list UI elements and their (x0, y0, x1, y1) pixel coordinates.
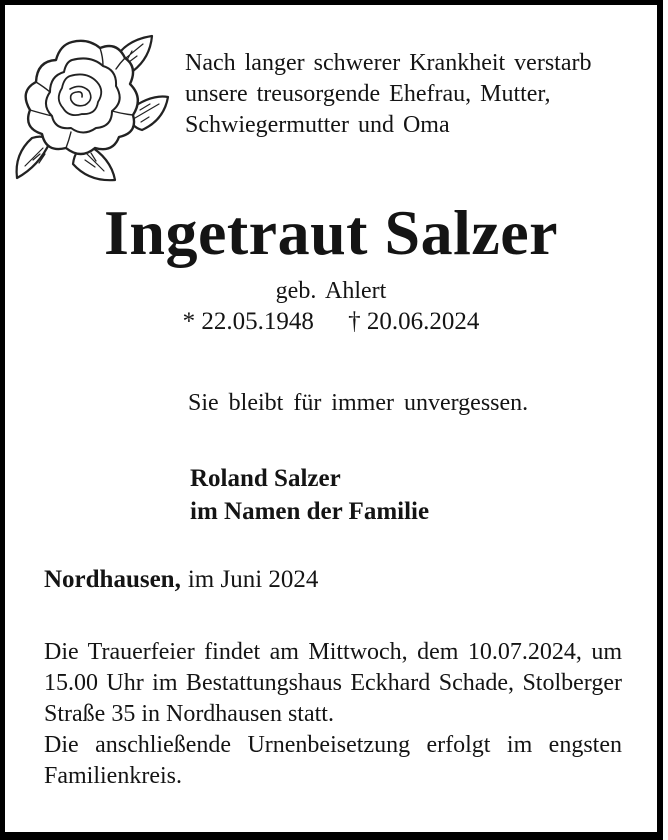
funeral-info (44, 637, 622, 792)
burial-details: Die anschließende Urnenbeisetzung erfolgt im engsten Familienkreis. (44, 732, 622, 789)
place-date-line (44, 566, 318, 594)
remembrance-text: Sie bleibt für immer unvergessen. (188, 390, 529, 416)
rose-icon (12, 34, 170, 186)
funeral-details: Die Trauerfeier findet am Mittwoch, dem 10.07.2024, um 15.00 Uhr im Bestattungshaus Eckhard Schade, Stolberger Straße 35 in Nordhausen statt. (44, 639, 622, 727)
birth-date: * 22.05.1948 (182, 308, 314, 335)
intro-line: Schwiegermutter und Oma (185, 112, 450, 138)
place-name: Nordhausen, (44, 566, 181, 593)
mourner-suffix: im Namen der Familie (190, 498, 430, 525)
death-date: † 20.06.2024 (348, 308, 480, 335)
intro-text (185, 48, 625, 141)
intro-line: Nach langer schwerer Krankheit verstarb (185, 50, 592, 76)
mourners-block (190, 462, 429, 528)
deceased-name: Ingetraut Salzer (103, 197, 559, 268)
life-dates (5, 308, 657, 336)
mourner-name: Roland Salzer (190, 465, 341, 492)
announcement-date: im Juni 2024 (187, 566, 319, 593)
maiden-name: geb. Ahlert (275, 278, 387, 304)
intro-line: unsere treusorgende Ehefrau, Mutter, (185, 81, 551, 107)
